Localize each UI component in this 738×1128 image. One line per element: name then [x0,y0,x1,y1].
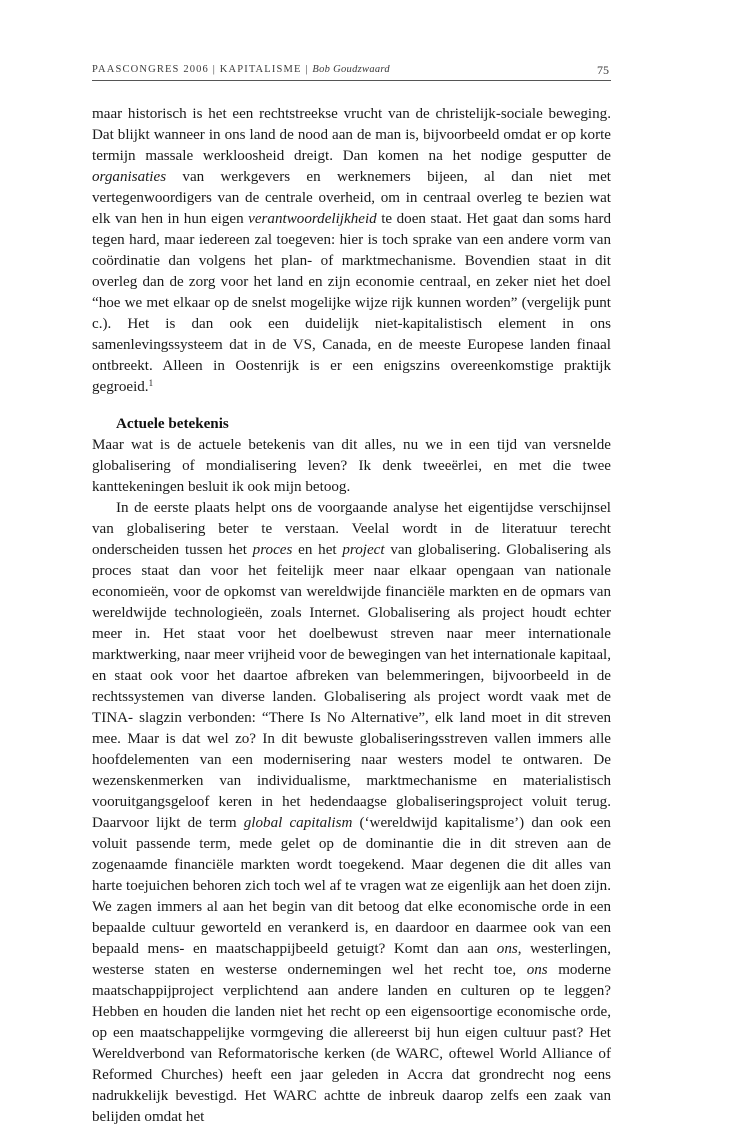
text-run: moderne maatschappijproject verplichtend aan andere landen en culturen op te leggen? Hebben en houden die landen niet het recht op een eigensoortige economische orde, op een maatschappelijke vormgeving die allereerst bij hun eigen cultuur past? Het Wereldverbond van Reformatorische kerken (de WARC, oftewel World Alliance of Reformed Churches) heeft een jaar geleden in Accra dat grondrecht nog eens nadrukkelijk bevestigd. Het WARC achtte de inbreuk daarop zelfs een zaak van belijden omdat het [92,962,611,1125]
italic-run: global capitalism [243,815,353,831]
header-separator: | [301,64,313,75]
header-author: Bob Goudzwaard [312,64,390,75]
footnote-marker: 1 [148,378,154,388]
text-run: maar historisch is het een rechtstreekse vrucht van de christelijk-sociale beweging. Dat blijkt wanneer in ons land de nood aan de man is, bijvoorbeeld omdat er op korte termijn massale werkloosheid dreigt. Dan komen na het nodige gesputter de [92,106,611,164]
italic-run: project [342,542,385,558]
italic-run: ons [496,941,518,957]
text-run: van globalisering. Globalisering als proces staat dan voor het feitelijk meer naar elkaar opengaan van nationale economieën, voor de opkomst van wereldwijde financiële markten en de opmars van wereldwijde technologieën, zoals Internet. Globalisering als project houdt echter meer in. Het staat voor het doelbewust streven naar meer internationale marktwerking, naar meer vrijheid voor de bewegingen van het internationale kapitaal, en staat ook voor het daartoe afbreken van belemmeringen, bijvoorbeeld in de rechtssystemen van diverse landen. Globalisering als project wordt vaak met de TINA- slagzin verbonden: “There Is No Alternative”, elk land moet in dit streven mee. Maar is dat wel zo? In dit bewuste globaliseringsstreven vallen immers alle hoofdelementen van een modernisering naar westers model te ontwaren. De wezenskenmerken van individualisme, marktmechanisme en materialistisch vooruitgangsgeloof keren in het hedendaagse globaliseringsproject voluit terug. Daarvoor lijkt de term [92,542,611,831]
section-heading: Actuele betekenis [116,416,229,432]
italic-run: proces [252,542,293,558]
italic-run: ons [526,962,548,978]
text-run: In de eerste plaats helpt ons de voorgaande analyse het eigentijdse verschijnsel van globalisering beter te verstaan. Veelal wordt in de literatuur terecht onderscheiden tussen het [92,500,611,558]
body-text [92,104,611,1128]
paragraph-1 [92,104,611,398]
paragraph-2: Maar wat is de actuele betekenis van dit alles, nu we in een tijd van versnelde globalisering of mondialisering leven? Ik denk tweeërlei, en met die twee kanttekeningen besluit ik ook mijn betoog. [92,437,611,495]
text-run: van werkgevers en werknemers bijeen, al dan niet met vertegenwoordigers van de centrale overheid, om in centraal overleg te bezien wat elk van hen in hun eigen [92,169,611,227]
italic-run: organisaties [92,169,167,185]
paragraph-3 [92,498,611,1128]
header-topic: KAPITALISME [219,64,302,75]
text-run: te doen staat. Het gaat dan soms hard tegen hard, maar iedereen zal toegeven: hier is toch sprake van een andere vorm van coördinatie dan volgens het plan- of marktmechanisme. Bovendien staat in dit overleg dan de zorg voor het land en zijn economie centraal, en zeker niet het doel “hoe we met elkaar op de snelst mogelijke wijze rijk kunnen worden” (vergelijk punt c.). Het is dan ook een duidelijk niet-kapitalistisch element in ons samenlevingssysteem dat in de VS, Canada, en de meeste Europese landen finaal ontbreekt. Alleen in Oostenrijk is er een enigszins overeenkomstige praktijk gegroeid. [92,211,612,395]
text-run: (‘wereldwijd kapitalisme’) dan ook een voluit passende term, mede gelet op de dominantie die in dit streven aan de zogenaamde financiële markten wordt toegekend. Maar degenen die dit alles van harte toejuichen behoren zich toch wel af te vragen wat ze eigenlijk aan het doen zijn. We zagen immers al aan het begin van dit betoog dat elke economische orde in een bepaalde cultuur geworteld en verankerd is, en daardoor en daarmee ook van een bepaald mens- en maatschappijbeeld getuigt? Komt dan aan [92,815,611,957]
running-head-text [92,64,390,75]
italic-run: verantwoordelijkheid [248,211,377,227]
journal-name: PAASCONGRES 2006 [92,64,209,75]
header-separator: | [208,64,220,75]
header-rule [92,80,611,81]
running-header [92,58,611,80]
text-run: en het [292,542,343,558]
text-run: , westerlingen, westerse staten en westerse ondernemingen wel het recht toe, [92,941,611,978]
page-number: 75 [597,63,609,77]
